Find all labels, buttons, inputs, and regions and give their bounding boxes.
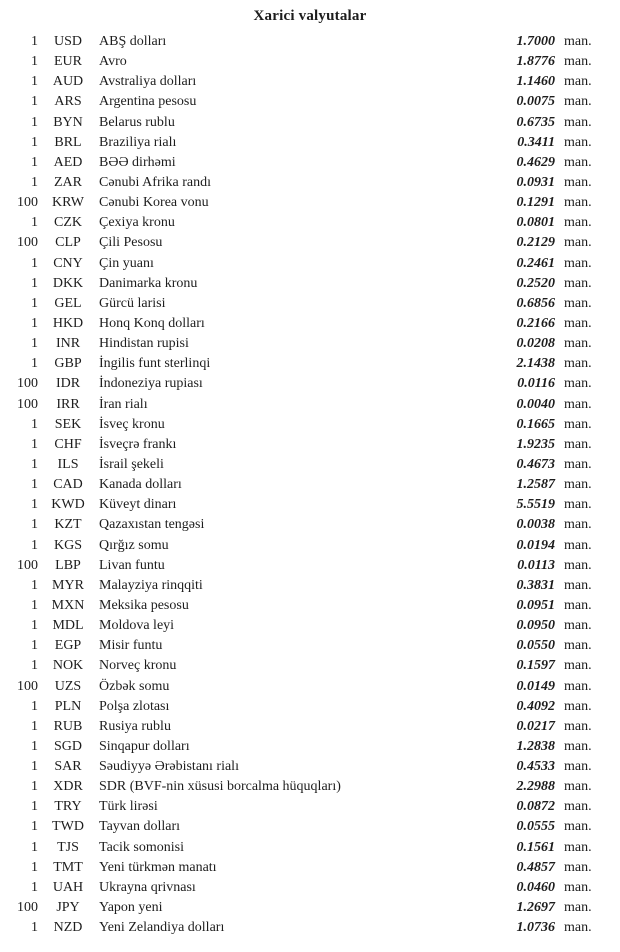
quantity-cell: 1 — [31, 577, 38, 593]
table-row — [0, 697, 620, 717]
currency-code-cell: EUR — [54, 54, 82, 70]
unit-cell: man. — [564, 900, 592, 916]
unit-cell: man. — [564, 879, 592, 895]
quantity-cell: 1 — [31, 859, 38, 875]
table-row — [0, 72, 620, 92]
rate-cell: 1.8776 — [516, 54, 555, 70]
unit-cell: man. — [564, 759, 592, 775]
rate-cell: 1.2587 — [516, 477, 555, 493]
unit-cell: man. — [564, 54, 592, 70]
table-row — [0, 455, 620, 475]
quantity-cell: 1 — [31, 879, 38, 895]
unit-cell: man. — [564, 114, 592, 130]
currency-code-cell: JPY — [56, 900, 80, 916]
currency-code-cell: RUB — [53, 718, 83, 734]
rate-cell: 1.1460 — [516, 74, 555, 90]
table-row — [0, 415, 620, 435]
quantity-cell: 1 — [31, 920, 38, 936]
unit-cell: man. — [564, 376, 592, 392]
rate-cell: 0.0194 — [516, 537, 555, 553]
quantity-cell: 1 — [31, 134, 38, 150]
currency-code-cell: CLP — [55, 235, 81, 251]
currency-name-cell: Norveç kronu — [99, 658, 177, 674]
rate-cell: 1.2838 — [516, 738, 555, 754]
currency-code-cell: SEK — [54, 416, 82, 432]
unit-cell: man. — [564, 577, 592, 593]
currency-code-cell: CNY — [53, 255, 83, 271]
currency-code-cell: TJS — [57, 839, 79, 855]
table-row — [0, 395, 620, 415]
quantity-cell: 1 — [31, 336, 38, 352]
currency-name-cell: Avro — [99, 54, 127, 70]
currency-code-cell: UZS — [54, 678, 82, 694]
currency-code-cell: GEL — [54, 295, 82, 311]
unit-cell: man. — [564, 275, 592, 291]
quantity-cell: 1 — [31, 54, 38, 70]
rate-cell: 0.0208 — [516, 336, 555, 352]
rate-cell: 0.6856 — [516, 295, 555, 311]
quantity-cell: 1 — [31, 174, 38, 190]
table-row — [0, 596, 620, 616]
table-row — [0, 918, 620, 938]
currency-code-cell: SAR — [54, 759, 82, 775]
rate-cell: 0.0801 — [516, 215, 555, 231]
currency-code-cell: TMT — [53, 859, 83, 875]
table-row — [0, 556, 620, 576]
rate-cell: 0.0460 — [516, 879, 555, 895]
quantity-cell: 1 — [31, 779, 38, 795]
currency-name-cell: Türk lirəsi — [99, 799, 158, 815]
rate-cell: 0.0550 — [516, 638, 555, 654]
currency-table — [0, 32, 620, 938]
table-row — [0, 32, 620, 52]
currency-code-cell: ILS — [57, 456, 79, 472]
table-row — [0, 52, 620, 72]
rate-cell: 0.4092 — [516, 698, 555, 714]
currency-code-cell: AUD — [52, 74, 84, 90]
currency-name-cell: İsveçrə frankı — [99, 436, 177, 452]
unit-cell: man. — [564, 638, 592, 654]
table-row — [0, 173, 620, 193]
unit-cell: man. — [564, 416, 592, 432]
currency-name-cell: Danimarka kronu — [99, 275, 198, 291]
currency-name-cell: Polşa zlotası — [99, 698, 170, 714]
currency-name-cell: İngilis funt sterlinqi — [99, 356, 211, 372]
quantity-cell: 1 — [31, 456, 38, 472]
rate-cell: 1.7000 — [516, 34, 555, 49]
unit-cell: man. — [564, 356, 592, 372]
rate-cell: 2.2988 — [516, 779, 555, 795]
currency-name-cell: ABŞ dolları — [99, 34, 167, 49]
table-row — [0, 737, 620, 757]
rate-cell: 0.1291 — [516, 195, 555, 211]
table-row — [0, 536, 620, 556]
currency-code-cell: MXN — [51, 597, 85, 613]
quantity-cell: 100 — [17, 376, 38, 392]
currency-name-cell: Küveyt dinarı — [99, 497, 177, 513]
quantity-cell: 1 — [31, 114, 38, 130]
unit-cell: man. — [564, 698, 592, 714]
rate-cell: 0.1561 — [516, 839, 555, 855]
currency-name-cell: Gürcü larisi — [99, 295, 166, 311]
quantity-cell: 1 — [31, 275, 38, 291]
unit-cell: man. — [564, 779, 592, 795]
rate-cell: 0.3411 — [517, 134, 555, 150]
rate-cell: 0.0149 — [516, 678, 555, 694]
table-row — [0, 717, 620, 737]
table-row — [0, 636, 620, 656]
currency-name-cell: Yeni Zelandiya dolları — [99, 920, 225, 936]
rate-cell: 2.1438 — [516, 356, 555, 372]
currency-code-cell: TRY — [54, 799, 82, 815]
currency-name-cell: Özbək somu — [99, 678, 170, 694]
currency-name-cell: Çin yuanı — [99, 255, 154, 271]
rate-cell: 1.9235 — [516, 436, 555, 452]
currency-code-cell: AED — [53, 154, 83, 170]
currency-code-cell: SGD — [53, 738, 82, 754]
rate-cell: 0.2520 — [516, 275, 555, 291]
currency-name-cell: Yapon yeni — [99, 900, 163, 916]
currency-name-cell: BƏƏ dirhəmi — [99, 154, 176, 170]
table-row — [0, 475, 620, 495]
unit-cell: man. — [564, 537, 592, 553]
rate-cell: 0.0872 — [516, 799, 555, 815]
unit-cell: man. — [564, 215, 592, 231]
currency-code-cell: HKD — [52, 315, 84, 331]
unit-cell: man. — [564, 718, 592, 734]
currency-code-cell: CHF — [54, 436, 82, 452]
currency-code-cell: DKK — [52, 275, 84, 291]
unit-cell: man. — [564, 497, 592, 513]
quantity-cell: 100 — [17, 396, 38, 412]
quantity-cell: 1 — [31, 255, 38, 271]
unit-cell: man. — [564, 517, 592, 533]
table-row — [0, 898, 620, 918]
table-row — [0, 254, 620, 274]
table-row — [0, 656, 620, 676]
table-row — [0, 757, 620, 777]
table-row — [0, 515, 620, 535]
quantity-cell: 1 — [31, 436, 38, 452]
rate-cell: 0.0931 — [516, 174, 555, 190]
quantity-cell: 100 — [17, 678, 38, 694]
currency-name-cell: Səudiyyə Ərəbistanı rialı — [99, 759, 239, 775]
currency-code-cell: ARS — [54, 94, 82, 110]
quantity-cell: 1 — [31, 537, 38, 553]
currency-code-cell: MDL — [52, 618, 84, 634]
rate-cell: 0.1665 — [516, 416, 555, 432]
quantity-cell: 1 — [31, 597, 38, 613]
unit-cell: man. — [564, 436, 592, 452]
unit-cell: man. — [564, 235, 592, 251]
table-row — [0, 435, 620, 455]
currency-name-cell: Qazaxıstan tengəsi — [99, 517, 205, 533]
quantity-cell: 1 — [31, 154, 38, 170]
rate-cell: 0.0075 — [516, 94, 555, 110]
currency-name-cell: Tacik somonisi — [99, 839, 184, 855]
quantity-cell: 1 — [31, 34, 38, 49]
currency-code-cell: KZT — [54, 517, 82, 533]
rate-cell: 1.2697 — [516, 900, 555, 916]
quantity-cell: 1 — [31, 698, 38, 714]
quantity-cell: 100 — [17, 195, 38, 211]
currency-name-cell: Çexiya kronu — [99, 215, 175, 231]
currency-code-cell: XDR — [53, 779, 83, 795]
unit-cell: man. — [564, 477, 592, 493]
currency-code-cell: CZK — [54, 215, 82, 231]
rate-cell: 0.6735 — [516, 114, 555, 130]
unit-cell: man. — [564, 597, 592, 613]
unit-cell: man. — [564, 799, 592, 815]
currency-name-cell: Belarus rublu — [99, 114, 175, 130]
currency-code-cell: CAD — [53, 477, 83, 493]
currency-name-cell: Hindistan rupisi — [99, 336, 189, 352]
unit-cell: man. — [564, 315, 592, 331]
unit-cell: man. — [564, 94, 592, 110]
unit-cell: man. — [564, 295, 592, 311]
table-row — [0, 92, 620, 112]
currency-name-cell: İsveç kronu — [99, 416, 165, 432]
table-row — [0, 113, 620, 133]
rate-cell: 0.2129 — [516, 235, 555, 251]
quantity-cell: 1 — [31, 799, 38, 815]
unit-cell: man. — [564, 34, 592, 49]
rate-cell: 0.4673 — [516, 456, 555, 472]
currency-code-cell: NOK — [52, 658, 84, 674]
currency-name-cell: Yeni türkmən manatı — [99, 859, 217, 875]
currency-code-cell: IDR — [55, 376, 81, 392]
quantity-cell: 1 — [31, 759, 38, 775]
currency-name-cell: Kanada dolları — [99, 477, 182, 493]
unit-cell: man. — [564, 819, 592, 835]
unit-cell: man. — [564, 456, 592, 472]
rate-cell: 0.3831 — [516, 577, 555, 593]
table-row — [0, 213, 620, 233]
unit-cell: man. — [564, 336, 592, 352]
quantity-cell: 1 — [31, 94, 38, 110]
currency-name-cell: Braziliya rialı — [99, 134, 177, 150]
quantity-cell: 1 — [31, 356, 38, 372]
quantity-cell: 1 — [31, 839, 38, 855]
quantity-cell: 1 — [31, 497, 38, 513]
table-row — [0, 233, 620, 253]
currency-name-cell: Avstraliya dolları — [99, 74, 197, 90]
currency-name-cell: SDR (BVF-nin xüsusi borcalma hüquqları) — [99, 779, 341, 795]
currency-code-cell: ZAR — [54, 174, 82, 190]
table-row — [0, 777, 620, 797]
unit-cell: man. — [564, 396, 592, 412]
currency-name-cell: Çili Pesosu — [99, 235, 163, 251]
table-row — [0, 616, 620, 636]
currency-name-cell: Cənubi Afrika randı — [99, 174, 211, 190]
currency-name-cell: İndoneziya rupiası — [99, 376, 203, 392]
table-row — [0, 878, 620, 898]
rate-cell: 0.0040 — [516, 396, 555, 412]
table-row — [0, 294, 620, 314]
currency-code-cell: MYR — [52, 577, 84, 593]
unit-cell: man. — [564, 255, 592, 271]
table-row — [0, 374, 620, 394]
currency-code-cell: GBP — [54, 356, 82, 372]
currency-name-cell: Sinqapur dolları — [99, 738, 190, 754]
unit-cell: man. — [564, 618, 592, 634]
unit-cell: man. — [564, 195, 592, 211]
table-row — [0, 495, 620, 515]
currency-code-cell: EGP — [54, 638, 82, 654]
currency-code-cell: BRL — [54, 134, 82, 150]
currency-name-cell: İsrail şekeli — [99, 456, 164, 472]
quantity-cell: 1 — [31, 638, 38, 654]
currency-name-cell: Rusiya rublu — [99, 718, 171, 734]
unit-cell: man. — [564, 678, 592, 694]
currency-code-cell: KRW — [52, 195, 84, 211]
table-row — [0, 838, 620, 858]
quantity-cell: 100 — [17, 235, 38, 251]
table-row — [0, 274, 620, 294]
rate-cell: 0.2461 — [516, 255, 555, 271]
quantity-cell: 1 — [31, 295, 38, 311]
currency-name-cell: Moldova leyi — [99, 618, 175, 634]
currency-name-cell: Argentina pesosu — [99, 94, 197, 110]
quantity-cell: 1 — [31, 74, 38, 90]
quantity-cell: 1 — [31, 718, 38, 734]
quantity-cell: 100 — [17, 900, 38, 916]
currency-code-cell: IRR — [56, 396, 80, 412]
quantity-cell: 1 — [31, 819, 38, 835]
currency-code-cell: USD — [53, 34, 82, 49]
currency-code-cell: BYN — [53, 114, 83, 130]
table-row — [0, 677, 620, 697]
unit-cell: man. — [564, 839, 592, 855]
currency-name-cell: Misir funtu — [99, 638, 163, 654]
quantity-cell: 1 — [31, 315, 38, 331]
rate-cell: 0.4857 — [516, 859, 555, 875]
unit-cell: man. — [564, 154, 592, 170]
page-title: Xarici valyutalar — [253, 8, 367, 24]
currency-name-cell: Qırğız somu — [99, 537, 169, 553]
currency-name-cell: Malayziya rinqqiti — [99, 577, 203, 593]
unit-cell: man. — [564, 74, 592, 90]
rate-cell: 0.0950 — [516, 618, 555, 634]
table-row — [0, 797, 620, 817]
quantity-cell: 1 — [31, 517, 38, 533]
rate-cell: 0.0217 — [516, 718, 555, 734]
rate-cell: 0.0038 — [516, 517, 555, 533]
currency-code-cell: PLN — [54, 698, 82, 714]
rate-cell: 0.0555 — [516, 819, 555, 835]
quantity-cell: 1 — [31, 738, 38, 754]
rate-cell: 0.0116 — [517, 376, 555, 392]
table-row — [0, 153, 620, 173]
quantity-cell: 100 — [17, 557, 38, 573]
unit-cell: man. — [564, 174, 592, 190]
table-row — [0, 858, 620, 878]
currency-code-cell: KGS — [53, 537, 82, 553]
unit-cell: man. — [564, 658, 592, 674]
currency-code-cell: NZD — [53, 920, 83, 936]
currency-name-cell: Livan funtu — [99, 557, 165, 573]
rate-cell: 0.0113 — [517, 557, 555, 573]
quantity-cell: 1 — [31, 658, 38, 674]
unit-cell: man. — [564, 738, 592, 754]
table-row — [0, 193, 620, 213]
currency-name-cell: Honq Konq dolları — [99, 315, 205, 331]
currency-name-cell: Cənubi Korea vonu — [99, 195, 209, 211]
table-row — [0, 334, 620, 354]
rate-cell: 1.0736 — [516, 920, 555, 936]
currency-code-cell: LBP — [55, 557, 81, 573]
currency-name-cell: Meksika pesosu — [99, 597, 189, 613]
unit-cell: man. — [564, 859, 592, 875]
table-row — [0, 576, 620, 596]
rate-cell: 0.4533 — [516, 759, 555, 775]
table-row — [0, 817, 620, 837]
quantity-cell: 1 — [31, 477, 38, 493]
rate-cell: 0.2166 — [516, 315, 555, 331]
rate-cell: 0.0951 — [516, 597, 555, 613]
rate-cell: 0.1597 — [516, 658, 555, 674]
currency-name-cell: İran rialı — [99, 396, 148, 412]
unit-cell: man. — [564, 557, 592, 573]
unit-cell: man. — [564, 920, 592, 936]
quantity-cell: 1 — [31, 618, 38, 634]
currency-name-cell: Tayvan dolları — [99, 819, 181, 835]
unit-cell: man. — [564, 134, 592, 150]
rate-cell: 5.5519 — [516, 497, 555, 513]
currency-code-cell: UAH — [52, 879, 84, 895]
table-row — [0, 133, 620, 153]
currency-code-cell: TWD — [52, 819, 84, 835]
currency-name-cell: Ukrayna qrivnası — [99, 879, 196, 895]
currency-code-cell: INR — [55, 336, 81, 352]
quantity-cell: 1 — [31, 215, 38, 231]
table-row — [0, 354, 620, 374]
currency-code-cell: KWD — [51, 497, 85, 513]
table-row — [0, 314, 620, 334]
quantity-cell: 1 — [31, 416, 38, 432]
rate-cell: 0.4629 — [516, 154, 555, 170]
